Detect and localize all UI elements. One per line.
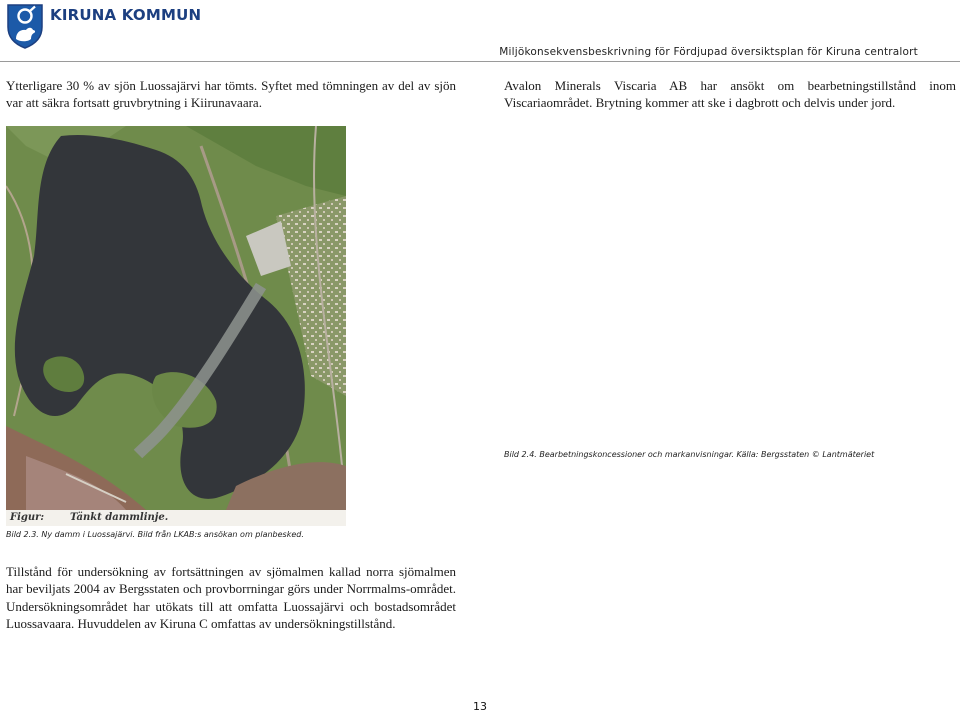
page-number: 13 — [473, 700, 487, 713]
aerial-photo-luossajarvi — [6, 126, 346, 510]
caption-bild-2-4: Bild 2.4. Bearbetningskoncessioner och markanvisningar. Källa: Bergsstaten © Lantmäteriet — [504, 450, 875, 459]
document-title: Miljökonsekvensbeskrivning för Fördjupad översiktsplan för Kiruna centralort — [499, 46, 918, 58]
header-divider — [0, 61, 960, 62]
brand-name: KIRUNA KOMMUN — [50, 6, 202, 24]
body-paragraph: Tillstånd för undersökning av fortsättningen av sjömalmen kallad norra sjömalmen har beviljats 2004 av Bergsstaten och provborrningar görs under Norrmalms-området. Undersökningsområdet har utökats till att omfatta Luossajärvi och bostadsområdet Luossavaara. Huvuddelen av Kiruna C omfattas av undersökningstillstånd. — [6, 564, 456, 631]
figure-title: Tänkt dammlinje. — [70, 512, 169, 523]
kiruna-coat-of-arms-logo — [6, 3, 44, 49]
figure-label-strip — [6, 510, 346, 526]
left-intro-paragraph: Ytterligare 30 % av sjön Luossajärvi har tömts. Syftet med tömningen av del av sjön var att säkra fortsatt gruvbrytning i Kiirunavaara. — [6, 78, 456, 110]
figure-label: Figur: — [10, 512, 45, 523]
right-intro-paragraph: Avalon Minerals Viscaria AB har ansökt om bearbetningstillstånd inom Viscariaområdet. Brytning kommer att ske i dagbrott och delvis under jord. — [504, 78, 956, 110]
caption-bild-2-3: Bild 2.3. Ny damm i Luossajärvi. Bild från LKAB:s ansökan om planbesked. — [6, 530, 304, 539]
